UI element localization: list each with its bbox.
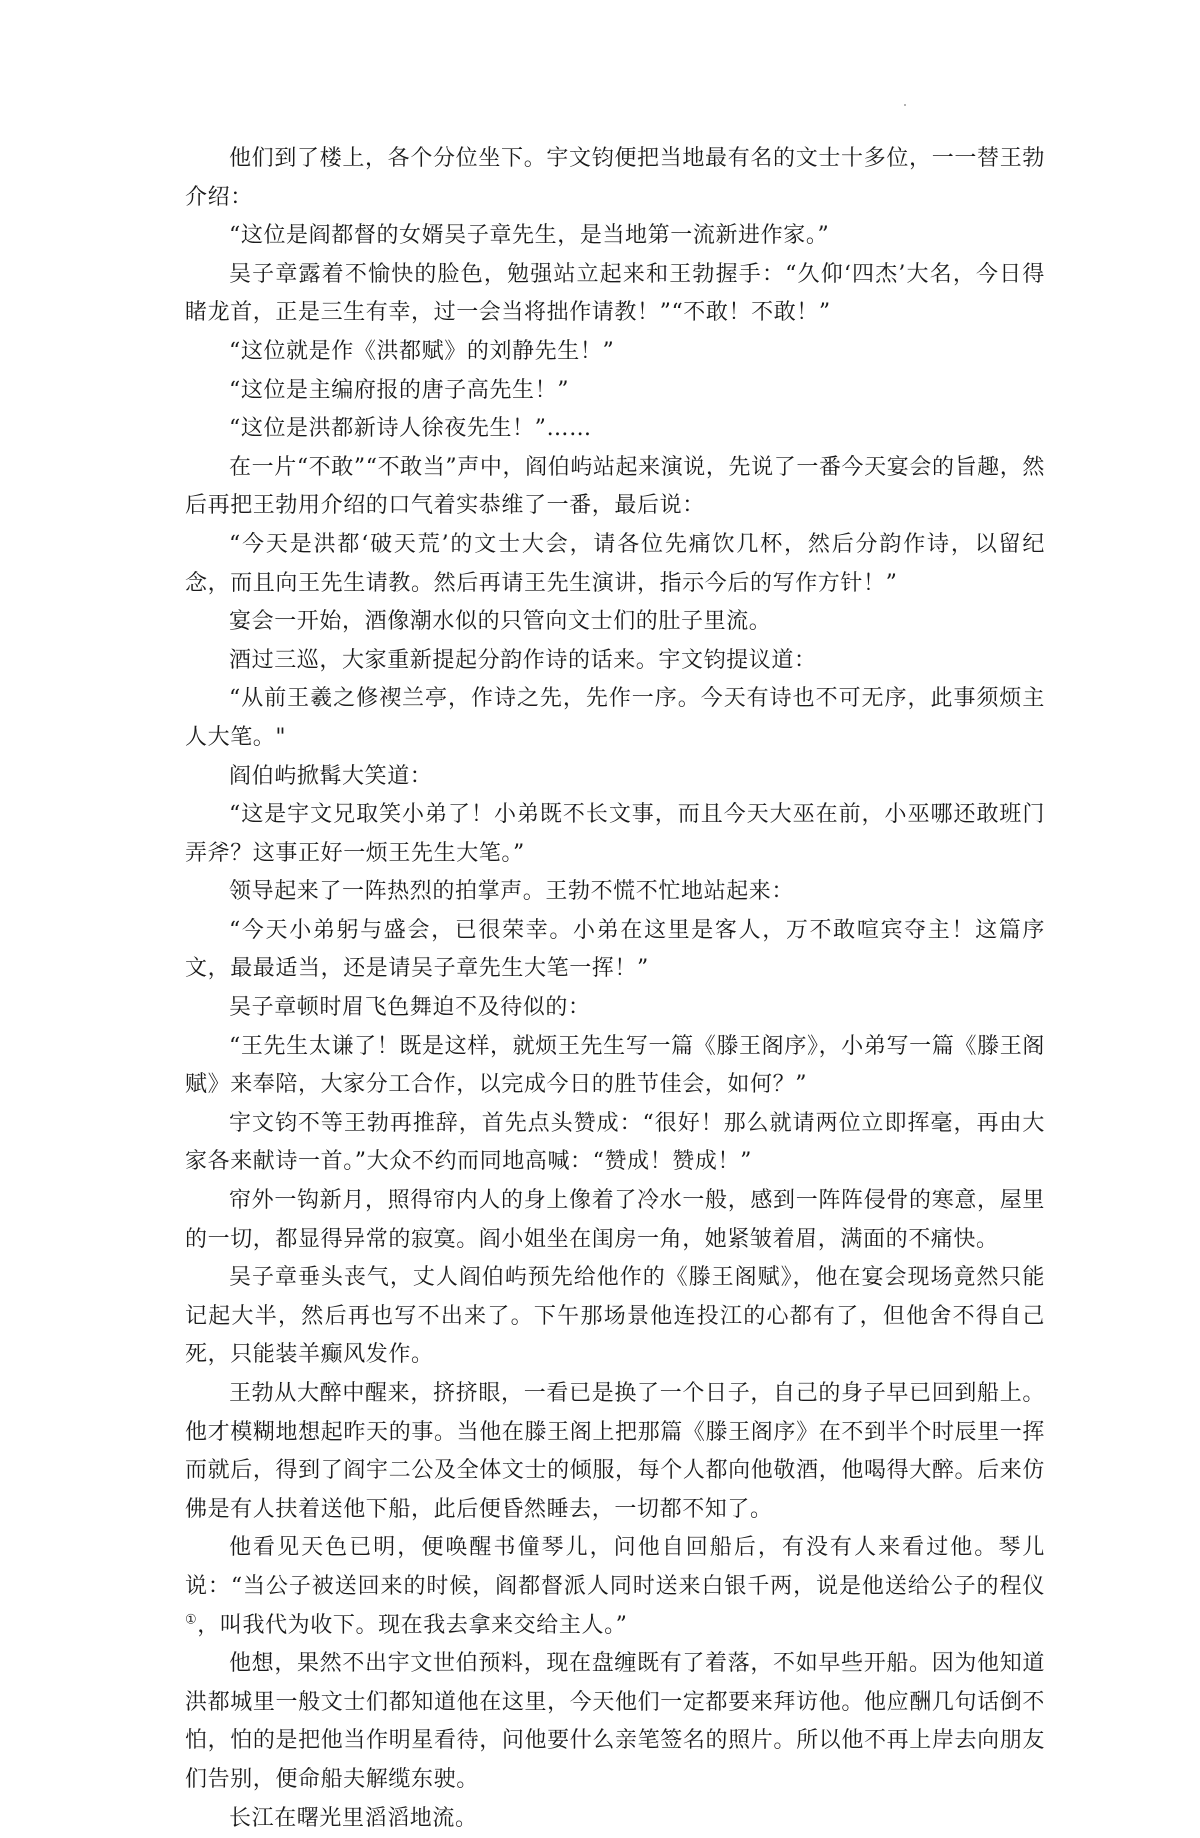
paragraph: 宴会一开始，酒像潮水似的只管向文士们的肚子里流。 [229, 609, 772, 635]
paragraph: 吴子章露着不愉快的脸色，勉强站立起来和王勃握手：“久仰‘四杰’大名，今日得睹龙首，正是三生有幸，过一会当将拙作请教！”“不敢！不敢！” [185, 261, 1045, 326]
paragraph: 帘外一钩新月，照得帘内人的身上像着了冷水一般，感到一阵阵侵骨的寒意，屋里的一切，都显得异常的寂寞。阎小姐坐在闺房一角，她紧皱着眉，满面的不痛快。 [185, 1188, 1045, 1252]
paragraph: 酒过三巡，大家重新提起分韵作诗的话来。宇文钧提议道： [229, 647, 817, 673]
paragraph-text: ，叫我代为收下。现在我去拿来交给主人。” [197, 1612, 628, 1638]
paragraph: 吴子章垂头丧气，丈人阎伯屿预先给他作的《滕王阁赋》，他在宴会现场竟然只能记起大半，然后再也写不出来了。下午那场景他连投江的心都有了，但他舍不得自己死，只能装羊癫风发作。 [185, 1265, 1045, 1368]
paragraph: “王先生太谦了！既是这样，就烦王先生写一篇《滕王阁序》，小弟写一篇《滕王阁赋》来奉陪，大家分工合作，以完成今日的胜节佳会，如何？” [185, 1033, 1045, 1098]
paragraph: 在一片“不敢”“不敢当”声中，阎伯屿站起来演说，先说了一番今天宴会的旨趣，然后再把王勃用介绍的口气着实恭维了一番，最后说： [185, 454, 1045, 519]
paragraph: “这位是阎都督的女婿吴子章先生，是当地第一流新进作家。” [229, 223, 830, 249]
paragraph: 他想，果然不出宇文世伯预料，现在盘缠既有了着落，不如早些开船。因为他知道洪都城里一般文士们都知道他在这里，今天他们一定都要来拜访他。他应酬几句话倒不怕，怕的是把他当作明星看待，问他要什么亲笔签名的照片。所以他不再上岸去向朋友们告别，便命船夫解缆东驶。 [185, 1651, 1045, 1792]
footnote-marker: ① [185, 1612, 198, 1628]
paragraph: 他们到了楼上，各个分位坐下。宇文钧便把当地最有名的文士十多位，一一替王勃介绍： [185, 146, 1045, 210]
paragraph: “这是宇文兄取笑小弟了！小弟既不长文事，而且今天大巫在前，小巫哪还敢班门弄斧？这事正好一烦王先生大笔。” [185, 802, 1045, 866]
paragraph-text: 他看见天色已明，便唤醒书僮琴儿，问他自回船后，有没有人来看过他。琴儿说：“当公子被送回来的时候，阎都督派人同时送来白银千两，说是他送给公子的程仪 [185, 1535, 1045, 1599]
paragraph: 王勃从大醉中醒来，挤挤眼，一看已是换了一个日子，自己的身子早已回到船上。他才模糊地想起昨天的事。当他在滕王阁上把那篇《滕王阁序》在不到半个时辰里一挥而就后，得到了阎宇二公及全体文士的倾服，每个人都向他敬酒，他喝得大醉。后来仿佛是有人扶着送他下船，此后便昏然睡去，一切都不知了。 [185, 1381, 1045, 1522]
paragraph: 吴子章顿时眉飞色舞迫不及待似的： [229, 995, 591, 1021]
paragraph: “今天小弟躬与盛会，已很荣幸。小弟在这里是客人，万不敢喧宾夺主！这篇序文，最最适当，还是请吴子章先生大笔一挥！” [185, 917, 1045, 982]
scan-speck [904, 104, 906, 106]
document-body [185, 140, 1045, 1838]
paragraph-with-footnote [185, 1529, 1045, 1645]
paragraph: 阎伯屿掀髯大笑道： [229, 763, 433, 789]
paragraph: “这位是主编府报的唐子高先生！” [229, 377, 570, 403]
paragraph: “这位就是作《洪都赋》的刘静先生！” [229, 338, 615, 364]
paragraph: 长江在曙光里滔滔地流。 [229, 1805, 478, 1831]
paragraph: “今天是洪都‘破天荒’的文士大会，请各位先痛饮几杯，然后分韵作诗，以留纪念，而且向王先生请教。然后再请王先生演讲，指示今后的写作方针！” [185, 531, 1045, 596]
paragraph: 宇文钧不等王勃再推辞，首先点头赞成：“很好！那么就请两位立即挥毫，再由大家各来献诗一首。”大众不约而同地高喊：“赞成！赞成！” [185, 1110, 1045, 1175]
paragraph: 领导起来了一阵热烈的拍掌声。王勃不慌不忙地站起来： [229, 879, 795, 905]
paragraph: “这位是洪都新诗人徐夜先生！”…… [229, 416, 592, 442]
paragraph: “从前王羲之修禊兰亭，作诗之先，先作一序。今天有诗也不可无序，此事须烦主人大笔。" [185, 686, 1045, 750]
